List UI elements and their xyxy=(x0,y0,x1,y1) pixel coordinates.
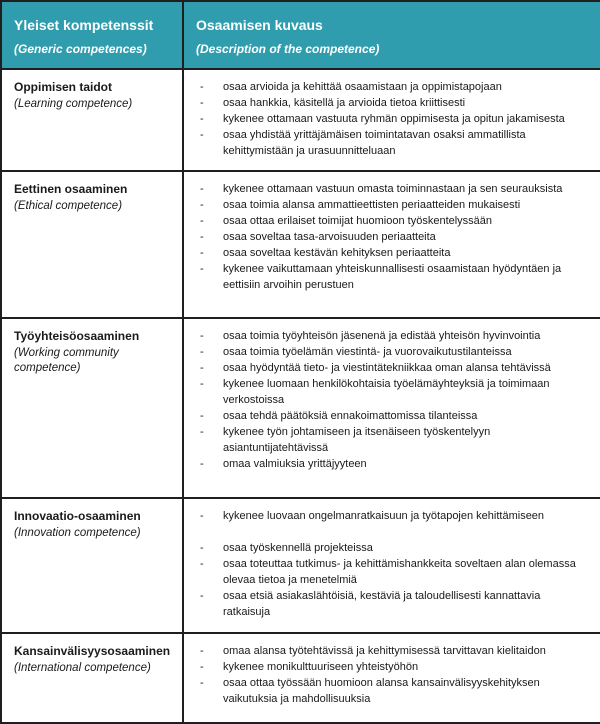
bullet-item xyxy=(200,79,590,95)
bullet-dash: - xyxy=(200,558,204,570)
bullet-dash: - xyxy=(200,113,204,125)
bullet-dash: - xyxy=(200,183,204,195)
row-title: Kansainvälisyysosaaminen xyxy=(14,644,171,658)
bullet-item xyxy=(200,424,590,456)
bullet-text: osaa etsiä asiakaslähtöisiä, kestäviä ja taloudellisesti kannattavia ratkaisuja xyxy=(223,590,541,618)
bullet-item xyxy=(200,376,590,408)
row-description-cell xyxy=(183,69,600,171)
table-row-innovation-competence xyxy=(1,498,600,633)
row-subtitle: (Learning competence) xyxy=(14,98,133,110)
row-title: Oppimisen taidot xyxy=(14,80,113,94)
bullet-dash: - xyxy=(200,378,204,390)
row-subtitle: (Working community competence) xyxy=(14,347,119,374)
bullet-dash: - xyxy=(200,81,204,93)
bullet-text: kykenee ottamaan vastuun omasta toiminnastaan ja sen seurauksista xyxy=(223,183,563,195)
bullet-item xyxy=(200,261,590,293)
table-row-international-competence xyxy=(1,633,600,723)
bullet-dash: - xyxy=(200,458,204,470)
bullet-item xyxy=(200,659,590,675)
bullet-dash: - xyxy=(200,97,204,109)
bullet-item xyxy=(200,540,590,556)
table-header-row xyxy=(1,1,600,69)
bullet-text: osaa arvioida ja kehittää osaamistaan ja oppimistapojaan xyxy=(223,81,502,93)
bullet-text: osaa tehdä päätöksiä ennakoimattomissa tilanteissa xyxy=(223,410,478,422)
row-description-cell xyxy=(183,498,600,633)
bullet-item xyxy=(200,456,590,472)
bullet-dash: - xyxy=(200,590,204,602)
bullet-dash: - xyxy=(200,199,204,211)
bullet-text: kykenee vaikuttamaan yhteiskunnallisesti osaamistaan hyödyntäen ja eettisiin arvoihin perustuen xyxy=(223,263,562,291)
bullet-dash: - xyxy=(200,215,204,227)
bullet-dash: - xyxy=(200,330,204,342)
bullet-item xyxy=(200,328,590,344)
bullet-dash: - xyxy=(200,661,204,673)
bullet-dash: - xyxy=(200,346,204,358)
bullet-text: osaa ottaa työssään huomioon alansa kansainvälisyyskehityksen vaikutuksia ja mahdollisuuksia xyxy=(223,677,540,705)
header-cell-competence-description xyxy=(183,1,600,69)
header-subtitle-en: (Generic competences) xyxy=(14,42,147,56)
bullet-text: osaa soveltaa tasa-arvoisuuden periaatteita xyxy=(223,231,436,243)
bullet-text: osaa toimia työyhteisön jäsenenä ja edistää yhteisön hyvinvointia xyxy=(223,330,541,342)
table-row-learning-competence xyxy=(1,69,600,171)
row-description-cell xyxy=(183,633,600,723)
bullet-dash: - xyxy=(200,645,204,657)
row-title: Innovaatio-osaaminen xyxy=(14,509,141,523)
bullet-item xyxy=(200,643,590,659)
bullet-item xyxy=(200,675,590,707)
bullet-text: osaa työskennellä projekteissa xyxy=(223,542,373,554)
bullet-dash: - xyxy=(200,129,204,141)
bullet-item xyxy=(200,508,590,524)
bullet-text: osaa hyödyntää tieto- ja viestintätekniikkaa oman alansa tehtävissä xyxy=(223,362,551,374)
row-subtitle: (Ethical competence) xyxy=(14,200,123,212)
row-subtitle: (Innovation competence) xyxy=(14,527,141,539)
bullet-text: osaa toimia alansa ammattieettisten periaatteiden mukaisesti xyxy=(223,199,521,211)
bullet-item xyxy=(200,95,590,111)
bullet-dash: - xyxy=(200,542,204,554)
bullet-text: osaa soveltaa kestävän kehityksen periaatteita xyxy=(223,247,451,259)
bullet-dash: - xyxy=(200,231,204,243)
row-label-cell xyxy=(1,318,183,498)
bullet-text: osaa toteuttaa tutkimus- ja kehittämishankkeita soveltaen alan olemassa olevaa tietoa ja menetelmiä xyxy=(223,558,576,586)
table-row-ethical-competence xyxy=(1,171,600,318)
row-subtitle: (International competence) xyxy=(14,662,151,674)
bullet-text: osaa ottaa erilaiset toimijat huomioon työskentelyssään xyxy=(223,215,493,227)
bullet-dash: - xyxy=(200,410,204,422)
row-label-cell xyxy=(1,69,183,171)
row-title: Työyhteisöosaaminen xyxy=(14,329,140,343)
row-label-cell xyxy=(1,171,183,318)
bullet-item xyxy=(200,127,590,159)
row-title: Eettinen osaaminen xyxy=(14,182,128,196)
bullet-item xyxy=(200,360,590,376)
bullet-text: kykenee luovaan ongelmanratkaisuun ja työtapojen kehittämiseen xyxy=(223,510,545,522)
bullet-dash: - xyxy=(200,263,204,275)
bullet-text: kykenee ottamaan vastuuta ryhmän oppimisesta ja opitun jakamisesta xyxy=(223,113,565,125)
bullet-text: kykenee monikulttuuriseen yhteistyöhön xyxy=(223,661,419,673)
bullet-dash: - xyxy=(200,362,204,374)
row-label-cell xyxy=(1,633,183,723)
header-title-fi: Osaamisen kuvaus xyxy=(196,17,323,33)
bullet-item xyxy=(200,556,590,588)
header-subtitle-en: (Description of the competence) xyxy=(196,42,380,56)
bullet-item xyxy=(200,229,590,245)
bullet-text: osaa yhdistää yrittäjämäisen toimintatavan osaksi ammatillista kehittymistään ja urasuunnitteluaan xyxy=(223,129,526,157)
bullet-item xyxy=(200,213,590,229)
bullet-item xyxy=(200,111,590,127)
bullet-text: omaa valmiuksia yrittäjyyteen xyxy=(223,458,367,470)
bullet-item xyxy=(200,245,590,261)
row-description-cell xyxy=(183,318,600,498)
bullet-text: omaa alansa työtehtävissä ja kehittymisessä tarvittavan kielitaidon xyxy=(223,645,546,657)
row-description-cell xyxy=(183,171,600,318)
bullet-text: kykenee luomaan henkilökohtaisia työelämäyhteyksiä ja toimimaan verkostoissa xyxy=(223,378,550,406)
bullet-item xyxy=(200,181,590,197)
bullet-dash: - xyxy=(200,426,204,438)
bullet-item xyxy=(200,588,590,620)
header-title-fi: Yleiset kompetenssit xyxy=(14,17,154,33)
bullet-dash: - xyxy=(200,247,204,259)
bullet-text: osaa toimia työelämän viestintä- ja vuorovaikutustilanteissa xyxy=(223,346,512,358)
bullet-dash: - xyxy=(200,677,204,689)
table-row-working-community-competence xyxy=(1,318,600,498)
bullet-item xyxy=(200,344,590,360)
header-cell-generic-competences xyxy=(1,1,183,69)
bullet-item xyxy=(200,408,590,424)
bullet-text: kykenee työn johtamiseen ja itsenäiseen työskentelyyn asiantuntijatehtävissä xyxy=(223,426,491,454)
bullet-text: osaa hankkia, käsitellä ja arvioida tietoa kriittisesti xyxy=(223,97,466,109)
bullet-dash: - xyxy=(200,510,204,522)
row-label-cell xyxy=(1,498,183,633)
bullet-item xyxy=(200,197,590,213)
